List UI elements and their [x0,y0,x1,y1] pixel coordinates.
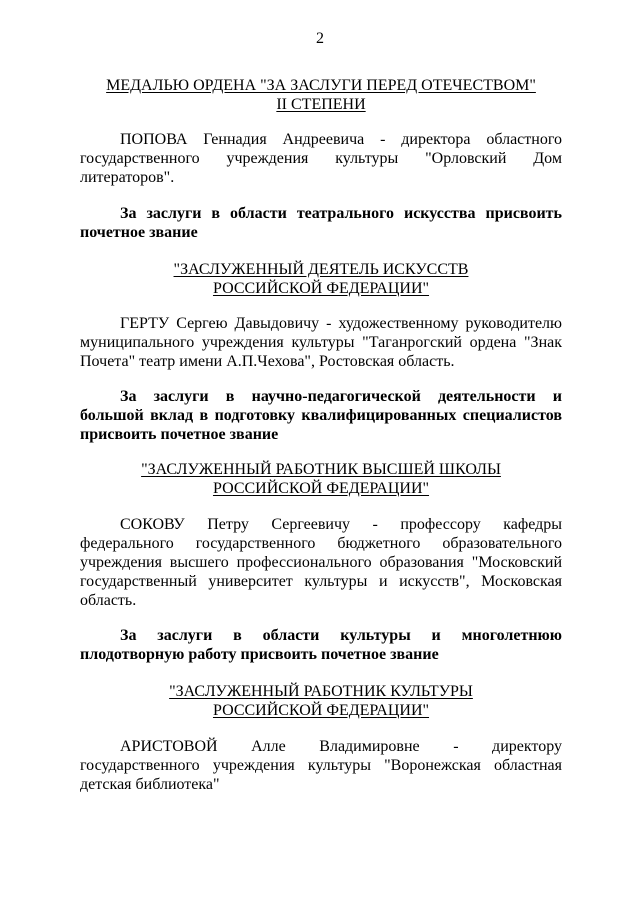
preamble-theatre [80,204,562,242]
award-title-arts [80,260,562,298]
preamble-line: За заслуги в научно-педагогической деятельности и [120,388,562,405]
awardee-line: АРИСТОВОЙ Алле Владимировне - директору [120,738,562,755]
award-title-medal [80,76,562,114]
awardee-line: государственного учреждения культуры "Орловский Дом [80,150,562,167]
awardee-line: учреждения высшего профессионального образования "Московский [80,554,562,571]
preamble-line: плодотворную работу присвоить почетное звание [80,646,439,663]
award-title-culture [80,682,562,720]
preamble-culture [80,626,562,664]
awardee-line: государственного учреждения культуры "Воронежская областная [80,757,562,774]
awardee-line: муниципального учреждения культуры "Таганрогский ордена "Знак [80,334,562,351]
award-title-line: РОССИЙСКОЙ ФЕДЕРАЦИИ" [212,280,430,297]
awardee-gertu [80,314,562,371]
award-title-line: "ЗАСЛУЖЕННЫЙ ДЕЯТЕЛЬ ИСКУССТВ [173,261,469,278]
preamble-line: За заслуги в области театрального искусства присвоить [120,205,562,222]
awardee-line: Почета" театр имени А.П.Чехова", Ростовская область. [80,353,455,370]
awardee-sokov [80,515,562,610]
awardee-line: СОКОВУ Петру Сергеевичу - профессору кафедры [120,516,562,533]
award-title-line: "ЗАСЛУЖЕННЫЙ РАБОТНИК ВЫСШЕЙ ШКОЛЫ [141,461,501,478]
awardee-line: детская библиотека" [80,776,220,793]
page-number: 2 [316,30,324,47]
award-title-line: II СТЕПЕНИ [276,96,366,113]
preamble-line: большой вклад в подготовку квалифицированных специалистов [80,407,562,424]
preamble-line: присвоить почетное звание [80,426,279,443]
award-title-line: РОССИЙСКОЙ ФЕДЕРАЦИИ" [212,480,430,497]
award-title-line: РОССИЙСКОЙ ФЕДЕРАЦИИ" [212,702,430,719]
preamble-line: За заслуги в области культуры и многолетнюю [120,627,562,644]
preamble-line: почетное звание [80,224,198,241]
preamble-education [80,387,562,444]
awardee-line: ГЕРТУ Сергею Давыдовичу - художественному руководителю [120,315,562,332]
award-title-higher-school [80,460,562,498]
awardee-line: область. [80,592,137,609]
awardee-line: государственный университет культуры и искусств", Московская [80,573,562,590]
awardee-popov [80,130,562,187]
awardee-line: ПОПОВА Геннадия Андреевича - директора областного [120,131,562,148]
award-title-line: "ЗАСЛУЖЕННЫЙ РАБОТНИК КУЛЬТУРЫ [169,683,473,700]
awardee-aristova [80,737,562,794]
awardee-line: федерального государственного бюджетного образовательного [80,535,562,552]
awardee-line: литераторов". [80,169,175,186]
award-title-line: МЕДАЛЬЮ ОРДЕНА "ЗА ЗАСЛУГИ ПЕРЕД ОТЕЧЕСТВОМ" [106,77,536,94]
